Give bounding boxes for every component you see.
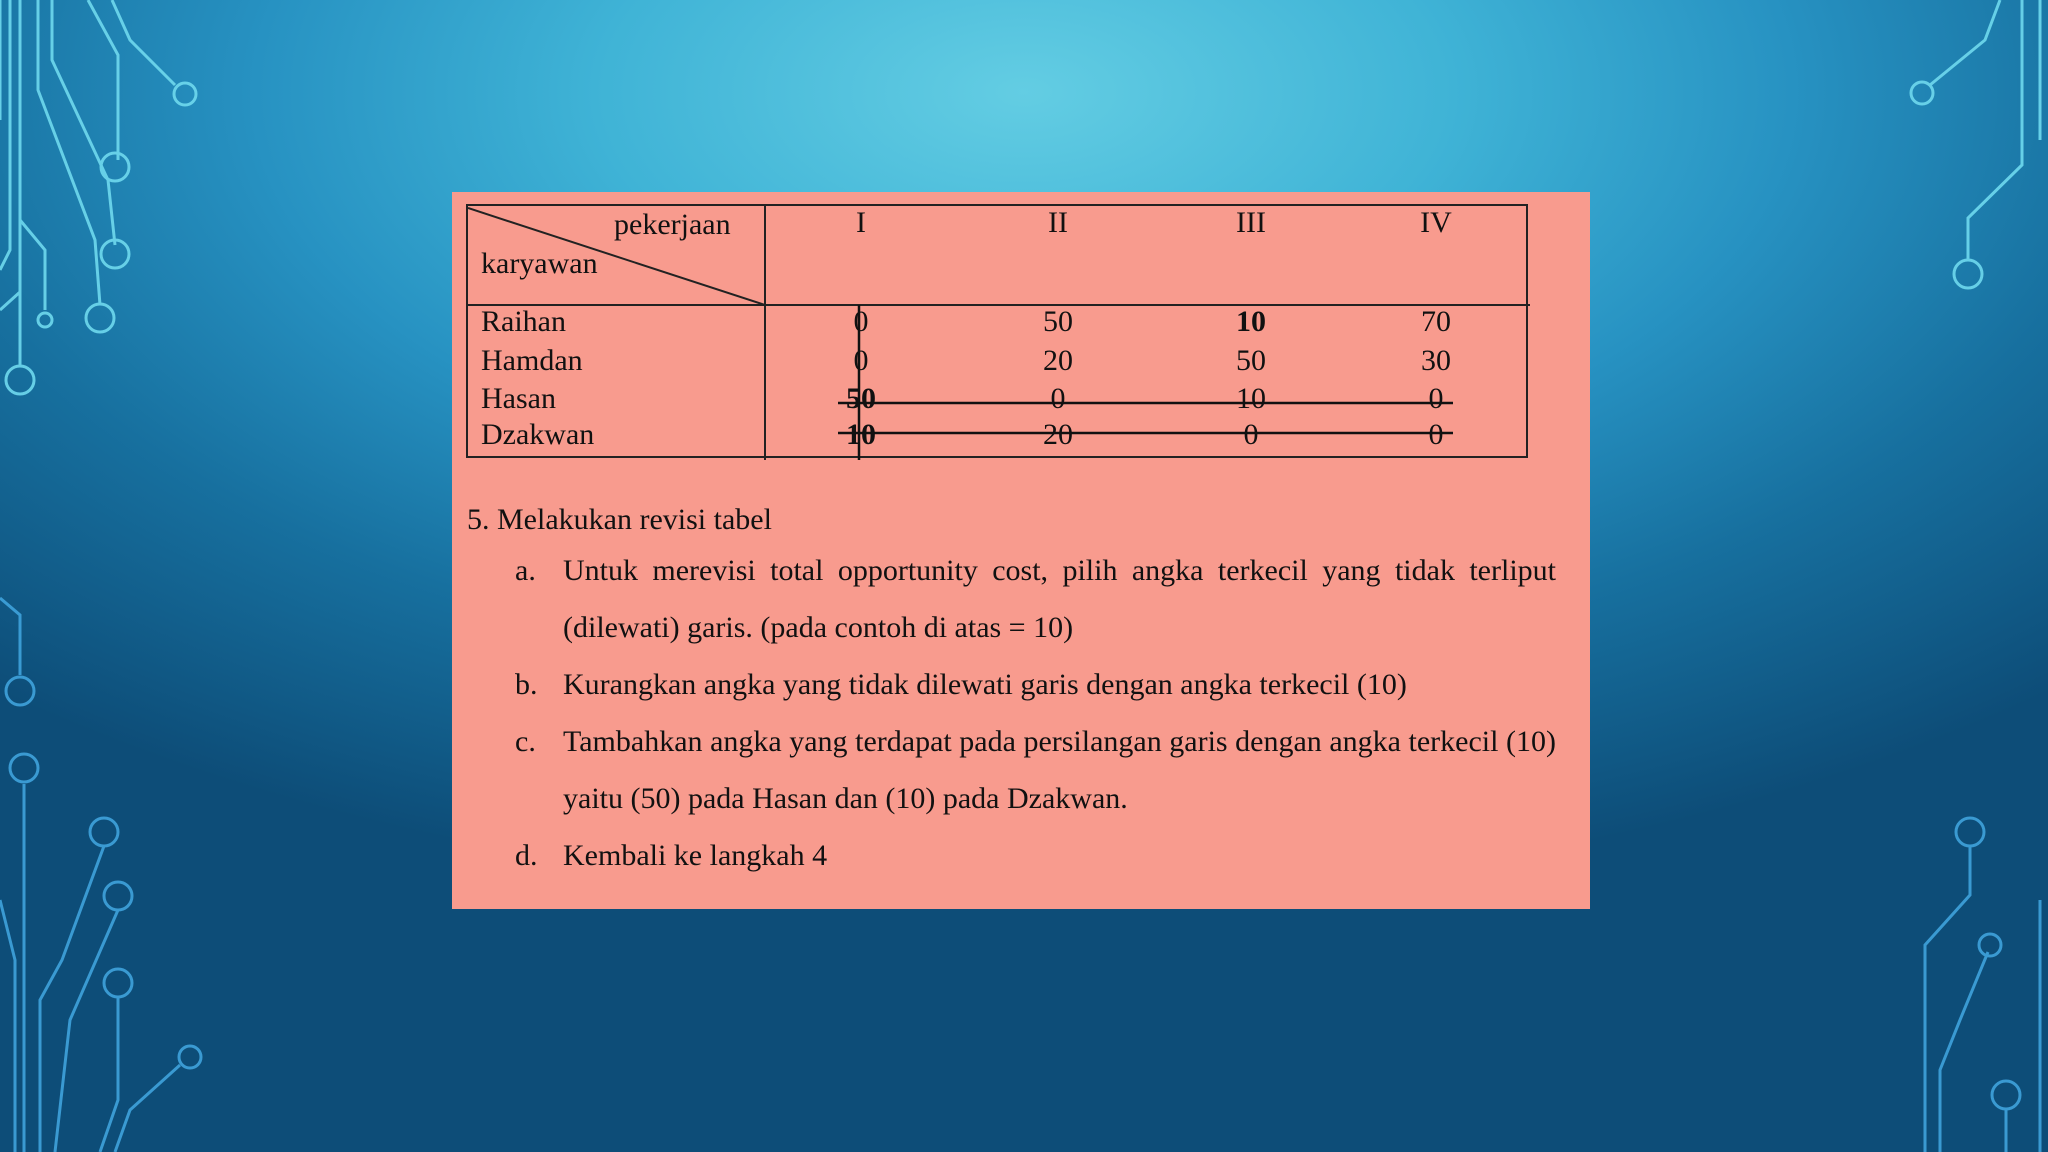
step-letter: a. (515, 554, 536, 587)
cell-hamdan-IV: 30 (1421, 344, 1451, 377)
cell-hamdan-I: 0 (853, 344, 869, 377)
cell-hasan-III: 10 (1236, 382, 1266, 415)
cell-dzakwan-II: 20 (1043, 418, 1073, 451)
column-header-IV: IV (1420, 206, 1452, 239)
step-text: Untuk merevisi total opportunity cost, pilih angka terkecil yang tidak terliput (dilewati) garis. (pada contoh di atas = 10) (563, 554, 1556, 644)
table-lines (468, 206, 1530, 460)
step-letter: b. (515, 668, 538, 701)
column-header-III: III (1236, 206, 1266, 239)
step-letter: c. (515, 725, 536, 758)
cell-raihan-III-smallest: 10 (1236, 305, 1266, 338)
cell-hamdan-III: 50 (1236, 344, 1266, 377)
step-heading: 5. Melakukan revisi tabel (467, 503, 772, 536)
cell-hasan-IV: 0 (1428, 382, 1444, 415)
cell-raihan-I: 0 (853, 305, 869, 338)
cell-hamdan-II: 20 (1043, 344, 1073, 377)
row-name-dzakwan: Dzakwan (481, 418, 595, 451)
column-header-I: I (856, 206, 866, 239)
step-letter: d. (515, 839, 538, 872)
cell-raihan-IV: 70 (1421, 305, 1451, 338)
cell-dzakwan-I-intersection: 10 (846, 418, 876, 451)
cell-hasan-II: 0 (1050, 382, 1066, 415)
cell-hasan-I-intersection: 50 (846, 382, 876, 415)
content-card (452, 192, 1590, 909)
assignment-table (466, 204, 1528, 458)
corner-label-karyawan: karyawan (481, 247, 598, 280)
step-text: Tambahkan angka yang terdapat pada persilangan garis dengan angka terkecil (10) yaitu (50) pada Hasan dan (10) pada Dzakwan. (563, 725, 1556, 815)
step-text: Kurangkan angka yang tidak dilewati garis dengan angka terkecil (10) (563, 668, 1407, 701)
step-text: Kembali ke langkah 4 (563, 839, 828, 872)
cell-dzakwan-IV: 0 (1428, 418, 1444, 451)
row-name-raihan: Raihan (481, 305, 566, 338)
cell-raihan-II: 50 (1043, 305, 1073, 338)
corner-label-pekerjaan: pekerjaan (614, 208, 731, 241)
row-name-hamdan: Hamdan (481, 344, 583, 377)
column-header-II: II (1048, 206, 1068, 239)
row-name-hasan: Hasan (481, 382, 556, 415)
cell-dzakwan-III: 0 (1243, 418, 1259, 451)
